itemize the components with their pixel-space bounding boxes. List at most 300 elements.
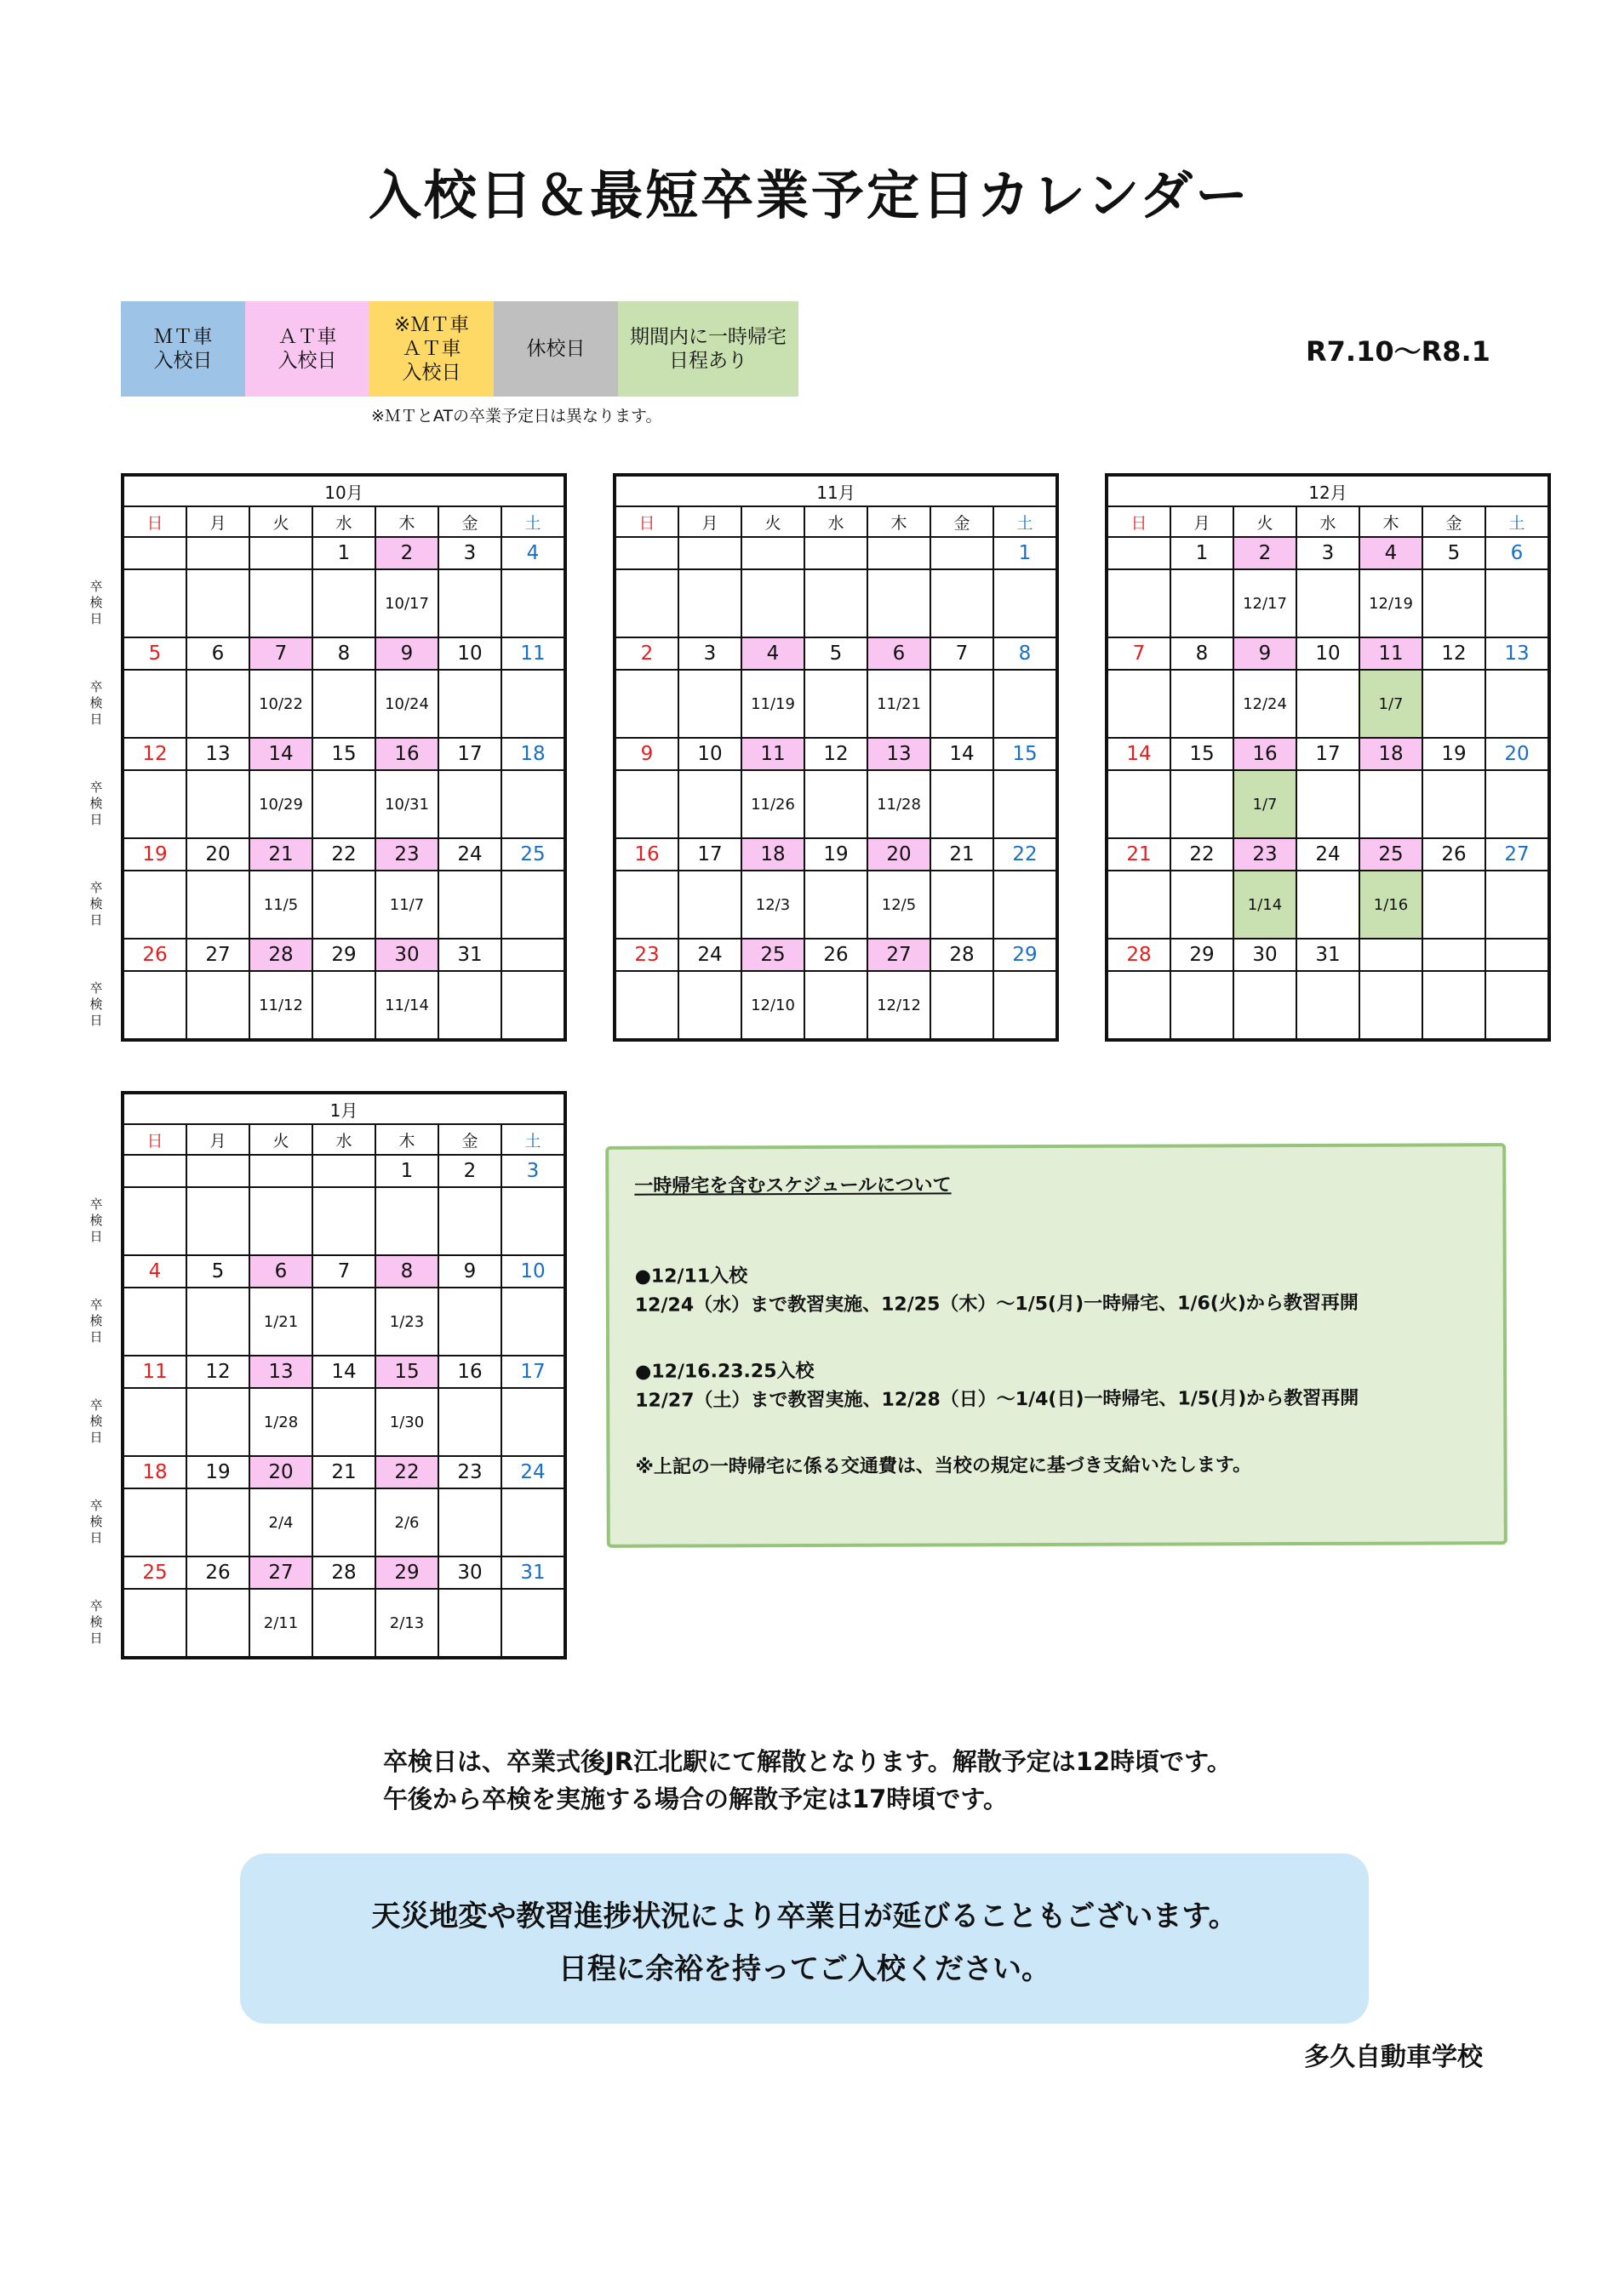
weekday-header: 金 [1422,506,1485,537]
graduation-cell [1485,971,1549,1040]
day-cell: 7 [249,637,312,670]
graduation-cell [1485,871,1549,939]
day-cell: 6 [186,637,249,670]
graduation-cell [501,670,565,738]
graduation-cell: 2/11 [249,1589,312,1658]
weekday-header: 火 [249,506,312,537]
row-label-graduation-day: 卒 検 日 [89,679,103,727]
graduation-cell [438,971,501,1040]
legend-item: 休校日 [494,301,618,397]
graduation-cell [186,569,249,637]
graduation-cell [930,670,993,738]
day-cell: 23 [1233,838,1296,871]
day-cell: 18 [501,738,565,770]
graduation-cell: 12/5 [867,871,930,939]
day-cell: 17 [438,738,501,770]
day-cell: 26 [804,939,867,971]
legend-item: 期間内に一時帰宅 日程あり [618,301,798,397]
graduation-cell [312,971,375,1040]
graduation-cell [1170,770,1233,838]
graduation-cell [1296,871,1359,939]
row-label-graduation-day: 卒 検 日 [89,579,103,626]
weekday-header: 金 [930,506,993,537]
graduation-cell [993,971,1057,1040]
graduation-cell [1170,871,1233,939]
day-cell: 29 [312,939,375,971]
graduation-cell: 2/4 [249,1488,312,1556]
weekday-header: 月 [678,506,741,537]
day-cell: 11 [741,738,804,770]
graduation-cell [804,971,867,1040]
day-cell: 5 [804,637,867,670]
day-cell: 15 [993,738,1057,770]
calendar-4 [121,1091,567,1659]
day-cell: 15 [375,1356,438,1388]
day-cell: 3 [1296,537,1359,569]
day-cell: 12 [1422,637,1485,670]
day-cell: 19 [804,838,867,871]
day-cell: 26 [186,1556,249,1589]
graduation-cell: 10/31 [375,770,438,838]
day-cell: 12 [186,1356,249,1388]
graduation-cell [804,569,867,637]
graduation-cell [678,670,741,738]
graduation-cell [312,569,375,637]
graduation-cell [993,670,1057,738]
legend-item: ＡＴ車 入校日 [245,301,369,397]
graduation-cell: 12/19 [1359,569,1422,637]
graduation-cell [1170,971,1233,1040]
day-cell: 13 [249,1356,312,1388]
weekday-header: 月 [1170,506,1233,537]
day-cell [249,1155,312,1187]
graduation-cell [312,871,375,939]
day-cell: 16 [615,838,678,871]
graduation-cell [930,971,993,1040]
day-cell: 5 [186,1255,249,1288]
weekday-header: 火 [249,1124,312,1155]
graduation-cell [1422,871,1485,939]
footer-line-1: 卒検日は、卒業式後JR江北駅にて解散となります。解散予定は12時頃です。 [383,1747,1232,1776]
graduation-cell: 12/12 [867,971,930,1040]
graduation-cell [615,770,678,838]
day-cell: 2 [615,637,678,670]
weekday-header: 水 [1296,506,1359,537]
info-line-schedule-1: 12/24（水）まで教習実施、12/25（木）～1/5(月)一時帰宅、1/6(火)から教習再開 [634,1292,1359,1316]
graduation-cell: 1/28 [249,1388,312,1456]
weekday-header: 土 [501,506,565,537]
day-cell: 17 [1296,738,1359,770]
graduation-cell [186,1388,249,1456]
day-cell: 9 [438,1255,501,1288]
day-cell [1485,939,1549,971]
graduation-cell [123,871,186,939]
day-cell: 23 [438,1456,501,1488]
graduation-cell [438,569,501,637]
info-line-transport-note: ※上記の一時帰宅に係る交通費は、当校の規定に基づき支給いたします。 [635,1454,1252,1478]
graduation-cell [993,569,1057,637]
graduation-cell [438,1288,501,1356]
calendar-1 [121,473,567,1042]
graduation-cell: 2/13 [375,1589,438,1658]
day-cell: 2 [1233,537,1296,569]
graduation-cell [930,871,993,939]
day-cell [1107,537,1170,569]
info-line-entry-2: ●12/16.23.25入校 [635,1360,815,1383]
day-cell: 29 [375,1556,438,1589]
graduation-cell: 12/10 [741,971,804,1040]
info-box [605,1143,1507,1548]
day-cell: 8 [312,637,375,670]
graduation-cell [1422,971,1485,1040]
weekday-header: 火 [1233,506,1296,537]
graduation-cell: 11/12 [249,971,312,1040]
graduation-cell: 11/14 [375,971,438,1040]
day-cell: 4 [741,637,804,670]
graduation-cell [501,971,565,1040]
day-cell: 1 [375,1155,438,1187]
graduation-cell: 1/30 [375,1388,438,1456]
day-cell: 22 [375,1456,438,1488]
day-cell: 7 [1107,637,1170,670]
graduation-cell: 11/21 [867,670,930,738]
graduation-cell [501,1288,565,1356]
graduation-cell: 1/7 [1233,770,1296,838]
day-cell: 16 [438,1356,501,1388]
weekday-header: 火 [741,506,804,537]
graduation-cell [1422,670,1485,738]
day-cell: 21 [1107,838,1170,871]
graduation-cell [501,1488,565,1556]
day-cell: 14 [249,738,312,770]
day-cell: 20 [867,838,930,871]
day-cell: 21 [249,838,312,871]
graduation-cell [501,569,565,637]
graduation-cell: 10/17 [375,569,438,637]
graduation-cell [501,770,565,838]
graduation-cell [1422,569,1485,637]
notice-line-1: 天災地変や教習進捗状況により卒業日が延びることもございます。 [371,1899,1238,1933]
day-cell: 20 [1485,738,1549,770]
graduation-cell: 10/29 [249,770,312,838]
day-cell [678,537,741,569]
day-cell: 31 [1296,939,1359,971]
graduation-cell: 11/19 [741,670,804,738]
row-label-graduation-day: 卒 検 日 [89,1197,103,1244]
graduation-cell [312,1388,375,1456]
graduation-cell [186,1187,249,1255]
graduation-cell [1485,569,1549,637]
day-cell: 3 [678,637,741,670]
graduation-cell [678,971,741,1040]
legend-item: ※ＭＴ車 ＡＴ車 入校日 [369,301,494,397]
day-cell: 24 [438,838,501,871]
graduation-cell [123,770,186,838]
day-cell: 16 [1233,738,1296,770]
graduation-cell [312,1589,375,1658]
graduation-cell [741,569,804,637]
day-cell: 26 [123,939,186,971]
day-cell: 10 [1296,637,1359,670]
graduation-cell [1107,971,1170,1040]
graduation-cell: 10/24 [375,670,438,738]
day-cell: 4 [123,1255,186,1288]
graduation-cell [438,871,501,939]
graduation-cell [501,1589,565,1658]
graduation-cell [312,1187,375,1255]
weekday-header: 水 [312,506,375,537]
graduation-cell [438,1488,501,1556]
weekday-header: 金 [438,506,501,537]
day-cell: 9 [375,637,438,670]
day-cell: 19 [1422,738,1485,770]
day-cell: 28 [1107,939,1170,971]
day-cell: 5 [123,637,186,670]
graduation-cell [249,569,312,637]
day-cell: 18 [741,838,804,871]
graduation-cell [1296,770,1359,838]
info-heading: 一時帰宅を含むスケジュールについて [634,1174,952,1197]
day-cell: 18 [123,1456,186,1488]
day-cell: 13 [867,738,930,770]
graduation-cell [186,1589,249,1658]
school-name: 多久自動車学校 [1304,2042,1483,2072]
day-cell: 14 [312,1356,375,1388]
day-cell: 24 [501,1456,565,1488]
graduation-cell [123,569,186,637]
day-cell: 3 [501,1155,565,1187]
day-cell [804,537,867,569]
graduation-cell [186,670,249,738]
graduation-cell [678,770,741,838]
day-cell: 25 [123,1556,186,1589]
graduation-cell: 1/14 [1233,871,1296,939]
row-label-graduation-day: 卒 検 日 [89,1297,103,1345]
day-cell: 19 [123,838,186,871]
calendar-3 [1105,473,1551,1042]
day-cell [249,537,312,569]
notice-box [240,1853,1369,2024]
legend-item: ＭＴ車 入校日 [121,301,245,397]
weekday-header: 木 [1359,506,1422,537]
weekday-header: 木 [867,506,930,537]
day-cell [312,1155,375,1187]
graduation-cell [186,971,249,1040]
graduation-cell [678,871,741,939]
day-cell: 16 [375,738,438,770]
month-header: 11月 [615,475,1057,506]
graduation-cell [375,1187,438,1255]
day-cell: 25 [501,838,565,871]
day-cell: 4 [1359,537,1422,569]
graduation-cell: 11/5 [249,871,312,939]
row-label-graduation-day: 卒 検 日 [89,880,103,928]
day-cell: 7 [930,637,993,670]
day-cell: 22 [993,838,1057,871]
day-cell: 23 [615,939,678,971]
graduation-cell [312,1488,375,1556]
day-cell: 3 [438,537,501,569]
day-cell: 5 [1422,537,1485,569]
day-cell: 15 [1170,738,1233,770]
graduation-cell [678,569,741,637]
graduation-cell [1107,871,1170,939]
graduation-cell [123,1589,186,1658]
graduation-cell [930,770,993,838]
graduation-cell [312,670,375,738]
day-cell: 26 [1422,838,1485,871]
graduation-cell [501,1388,565,1456]
graduation-cell [186,1288,249,1356]
month-header: 10月 [123,475,565,506]
notice-line-2: 日程に余裕を持ってご入校ください。 [558,1952,1050,1986]
weekday-header: 土 [1485,506,1549,537]
day-cell [1422,939,1485,971]
day-cell: 22 [312,838,375,871]
day-cell: 20 [186,838,249,871]
graduation-cell [186,1488,249,1556]
graduation-cell [438,1187,501,1255]
day-cell: 17 [501,1356,565,1388]
graduation-cell [1422,770,1485,838]
graduation-cell: 11/7 [375,871,438,939]
day-cell: 28 [249,939,312,971]
day-cell [741,537,804,569]
graduation-cell [804,770,867,838]
day-cell: 9 [615,738,678,770]
day-cell: 19 [186,1456,249,1488]
day-cell: 28 [930,939,993,971]
day-cell: 6 [1485,537,1549,569]
day-cell: 15 [312,738,375,770]
day-cell: 12 [804,738,867,770]
day-cell [615,537,678,569]
graduation-cell: 12/17 [1233,569,1296,637]
graduation-cell [123,670,186,738]
day-cell: 8 [1170,637,1233,670]
day-cell: 24 [1296,838,1359,871]
graduation-cell [993,770,1057,838]
calendar-2 [613,473,1059,1042]
graduation-cell [1233,971,1296,1040]
graduation-cell [1107,569,1170,637]
day-cell: 25 [1359,838,1422,871]
day-cell: 23 [375,838,438,871]
row-label-graduation-day: 卒 検 日 [89,1498,103,1545]
day-cell: 8 [375,1255,438,1288]
graduation-cell [804,670,867,738]
row-label-graduation-day: 卒 検 日 [89,1598,103,1646]
graduation-cell [993,871,1057,939]
day-cell: 12 [123,738,186,770]
day-cell: 13 [186,738,249,770]
graduation-cell [123,1488,186,1556]
day-cell: 10 [678,738,741,770]
weekday-header: 木 [375,1124,438,1155]
weekday-header: 月 [186,1124,249,1155]
page-title: 入校日＆最短卒業予定日カレンダー [369,164,1250,226]
day-cell: 31 [501,1556,565,1589]
day-cell: 18 [1359,738,1422,770]
day-cell: 2 [375,537,438,569]
day-cell: 27 [186,939,249,971]
graduation-cell [1296,971,1359,1040]
day-cell: 31 [438,939,501,971]
graduation-cell [804,871,867,939]
day-cell: 17 [678,838,741,871]
graduation-cell [615,971,678,1040]
month-header: 1月 [123,1093,565,1124]
day-cell: 11 [123,1356,186,1388]
graduation-cell [1359,770,1422,838]
weekday-header: 水 [804,506,867,537]
graduation-cell [312,770,375,838]
weekday-header: 日 [123,506,186,537]
graduation-cell [615,871,678,939]
graduation-cell [501,1187,565,1255]
weekday-header: 日 [615,506,678,537]
legend [121,301,798,397]
graduation-cell [438,1589,501,1658]
day-cell: 13 [1485,637,1549,670]
legend-note: ※ＭＴとATの卒業予定日は異なります。 [371,407,662,426]
graduation-cell [1107,770,1170,838]
day-cell: 4 [501,537,565,569]
day-cell: 24 [678,939,741,971]
graduation-cell [1107,670,1170,738]
day-cell: 25 [741,939,804,971]
day-cell: 11 [1359,637,1422,670]
day-cell: 28 [312,1556,375,1589]
day-cell [501,939,565,971]
graduation-cell: 2/6 [375,1488,438,1556]
day-cell: 27 [1485,838,1549,871]
weekday-header: 日 [1107,506,1170,537]
day-cell: 29 [1170,939,1233,971]
graduation-cell: 12/3 [741,871,804,939]
graduation-cell [1485,770,1549,838]
period-label: R7.10～R8.1 [1306,335,1490,368]
day-cell [1359,939,1422,971]
day-cell: 27 [867,939,930,971]
month-header: 12月 [1107,475,1549,506]
graduation-cell [615,569,678,637]
graduation-cell [312,1288,375,1356]
day-cell: 14 [930,738,993,770]
day-cell: 6 [867,637,930,670]
graduation-cell: 11/28 [867,770,930,838]
graduation-cell: 11/26 [741,770,804,838]
graduation-cell [438,770,501,838]
graduation-cell [930,569,993,637]
graduation-cell: 1/16 [1359,871,1422,939]
day-cell: 6 [249,1255,312,1288]
day-cell: 9 [1233,637,1296,670]
graduation-cell [867,569,930,637]
weekday-header: 土 [501,1124,565,1155]
graduation-cell [249,1187,312,1255]
graduation-cell: 10/22 [249,670,312,738]
day-cell [186,537,249,569]
day-cell [930,537,993,569]
day-cell: 21 [312,1456,375,1488]
row-label-graduation-day: 卒 検 日 [89,780,103,827]
weekday-header: 月 [186,506,249,537]
day-cell: 7 [312,1255,375,1288]
row-label-graduation-day: 卒 検 日 [89,1397,103,1445]
day-cell: 14 [1107,738,1170,770]
day-cell: 27 [249,1556,312,1589]
